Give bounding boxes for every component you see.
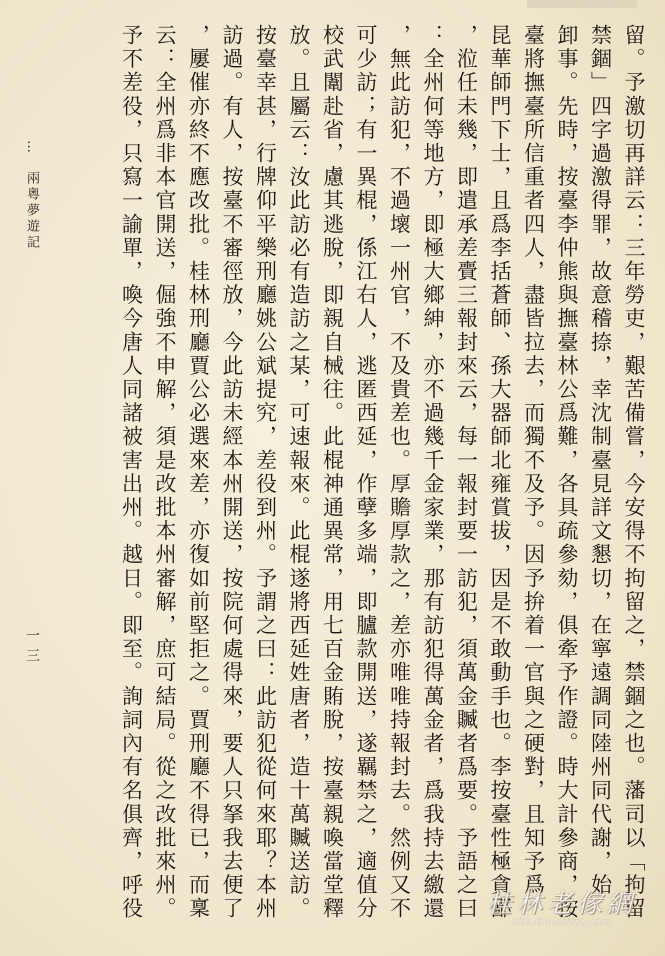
text-column-10: 校武闈赴省，慮其逃脫，即親自械往。此棍神通異常，用七百金賄脫，按臺親喚當堂釋: [320, 24, 345, 921]
text-column-8: ，無此訪犯，不過壞一州官，不及貴差也。厚贍厚款之，差亦唯唯持報封去。然例又不: [387, 24, 412, 921]
site-watermark: [472, 884, 652, 944]
text-column-9: 可少訪；有一異棍，係江右人，逃匿西延，作孽多端，即臚款開送，遂羈禁之，適值分: [354, 24, 378, 921]
running-title: [22, 140, 41, 251]
text-column-13: 訪過。有人，按臺不審徑放，今此訪未經本州開送，按院何處得來，要人只拏我去便了: [220, 24, 244, 921]
text-column-1: 留。予激切再詳云：三年勞吏，艱苦備嘗，今安得不拘留之，禁錮之也。藩司以「拘留: [622, 24, 646, 921]
book-title: 兩粵夢遊記: [24, 171, 39, 252]
watermark-url: bbs.Guilinlife.com: [512, 918, 612, 928]
text-column-4: 臺將撫臺所信重者四人，盡皆拉去，而獨不及予。因予拚着一官與之硬對，且知予爲: [521, 24, 546, 898]
text-column-11: 放。且屬云：汝此訪必有造訪之某，可速報來。此棍遂將西延姓唐者，造十萬贓送訪。: [287, 24, 311, 921]
vertical-text-block: [51, 24, 647, 924]
scan-edge-strip: [527, 0, 637, 8]
text-column-7: ：全州何等地方，即極大鄉紳，亦不過幾千金家業，那有訪犯得萬金者，爲我持去繳還: [421, 24, 445, 921]
text-column-16: 予不差役，只寫一諭單，喚今唐人同諸被害出州。越日。即至。詢詞內有名俱齊，呼役: [119, 24, 144, 921]
watermark-text: 桂林老傢網: [486, 889, 637, 918]
text-column-5: 昆華師門下士，且爲李括蒼師、孫大器師北雍賞拔，因是不敢動手也。李按臺性極貪鄙: [488, 24, 512, 921]
text-column-3: 卸事。先時，按臺李仲熊與撫臺林公爲難，各具疏參劾，俱牽予作證。時大計參商，按: [555, 24, 579, 921]
text-column-15: 云：全州爲非本官開送，倔強不申解，須是改批本州審解，庶可結局。從之改批來州。: [153, 24, 177, 921]
text-column-2: 禁錮」四字過激得罪，故意稽捺，幸沈制臺見詳文懇切，在寧遠調同陸州同代謝，始: [588, 24, 613, 898]
text-column-6: ，涖任未幾，即遣承差賷三報封來云，每一報封要一訪犯，須萬金贓者爲要。予語之曰: [454, 24, 479, 921]
text-column-14: ，屢催亦終不應改批。桂林刑廳賈公必選來差，亦復如前堅拒之。賈刑廳不得已，而稟: [186, 24, 211, 921]
runner-mark: …: [24, 140, 39, 156]
text-column-12: 按臺幸甚，行牌仰平樂刑廳姚公斌提究，差役到州。予謂之曰：此訪犯從何來耶？本州: [253, 24, 278, 921]
page-number: 一三: [24, 628, 40, 668]
